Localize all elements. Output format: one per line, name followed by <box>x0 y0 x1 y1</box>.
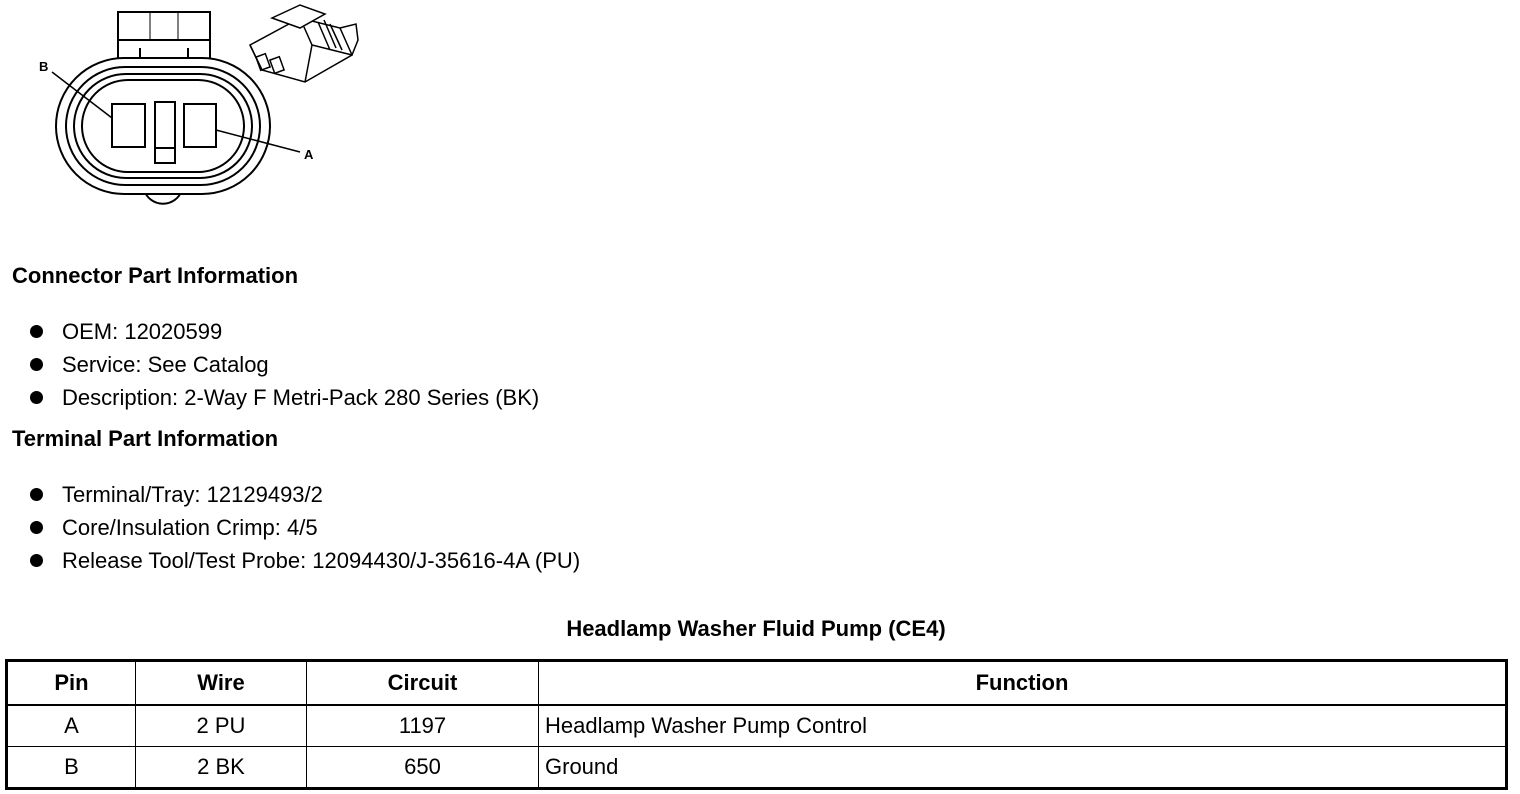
bullet-icon <box>30 325 43 338</box>
cell-function: Ground <box>539 747 1507 789</box>
list-item: Core/Insulation Crimp: 4/5 <box>30 511 580 544</box>
pinout-table <box>5 659 1508 790</box>
list-item: Terminal/Tray: 12129493/2 <box>30 478 580 511</box>
list-item: Description: 2-Way F Metri-Pack 280 Series (BK) <box>30 381 539 414</box>
table-title: Headlamp Washer Fluid Pump (CE4) <box>566 616 946 641</box>
table-row <box>7 747 1507 789</box>
list-item: Release Tool/Test Probe: 12094430/J-35616-4A (PU) <box>30 544 580 577</box>
connector-part-info-heading: Connector Part Information <box>12 263 299 288</box>
terminal-part-info-list <box>30 478 580 577</box>
terminal-part-info-heading: Terminal Part Information <box>12 426 279 451</box>
list-item: Service: See Catalog <box>30 348 539 381</box>
header-wire: Wire <box>136 661 307 706</box>
cell-pin: A <box>7 705 136 747</box>
connector-thumbnail <box>250 5 358 82</box>
header-pin: Pin <box>7 661 136 706</box>
table-header-row <box>7 661 1507 706</box>
bullet-icon <box>30 391 43 404</box>
cell-wire: 2 PU <box>136 705 307 747</box>
cell-wire: 2 BK <box>136 747 307 789</box>
header-circuit: Circuit <box>307 661 539 706</box>
list-item: OEM: 12020599 <box>30 315 539 348</box>
bullet-icon <box>30 554 43 567</box>
bullet-icon <box>30 488 43 501</box>
bullet-icon <box>30 521 43 534</box>
cell-pin: B <box>7 747 136 789</box>
bullet-icon <box>30 358 43 371</box>
header-function: Function <box>539 661 1507 706</box>
connector-diagram <box>0 0 380 225</box>
diagram-label-a: A <box>304 147 314 162</box>
diagram-label-b: B <box>39 59 49 74</box>
connector-part-info-list <box>30 315 539 414</box>
table-row <box>7 705 1507 747</box>
cell-function: Headlamp Washer Pump Control <box>539 705 1507 747</box>
cell-circuit: 1197 <box>307 705 539 747</box>
cell-circuit: 650 <box>307 747 539 789</box>
